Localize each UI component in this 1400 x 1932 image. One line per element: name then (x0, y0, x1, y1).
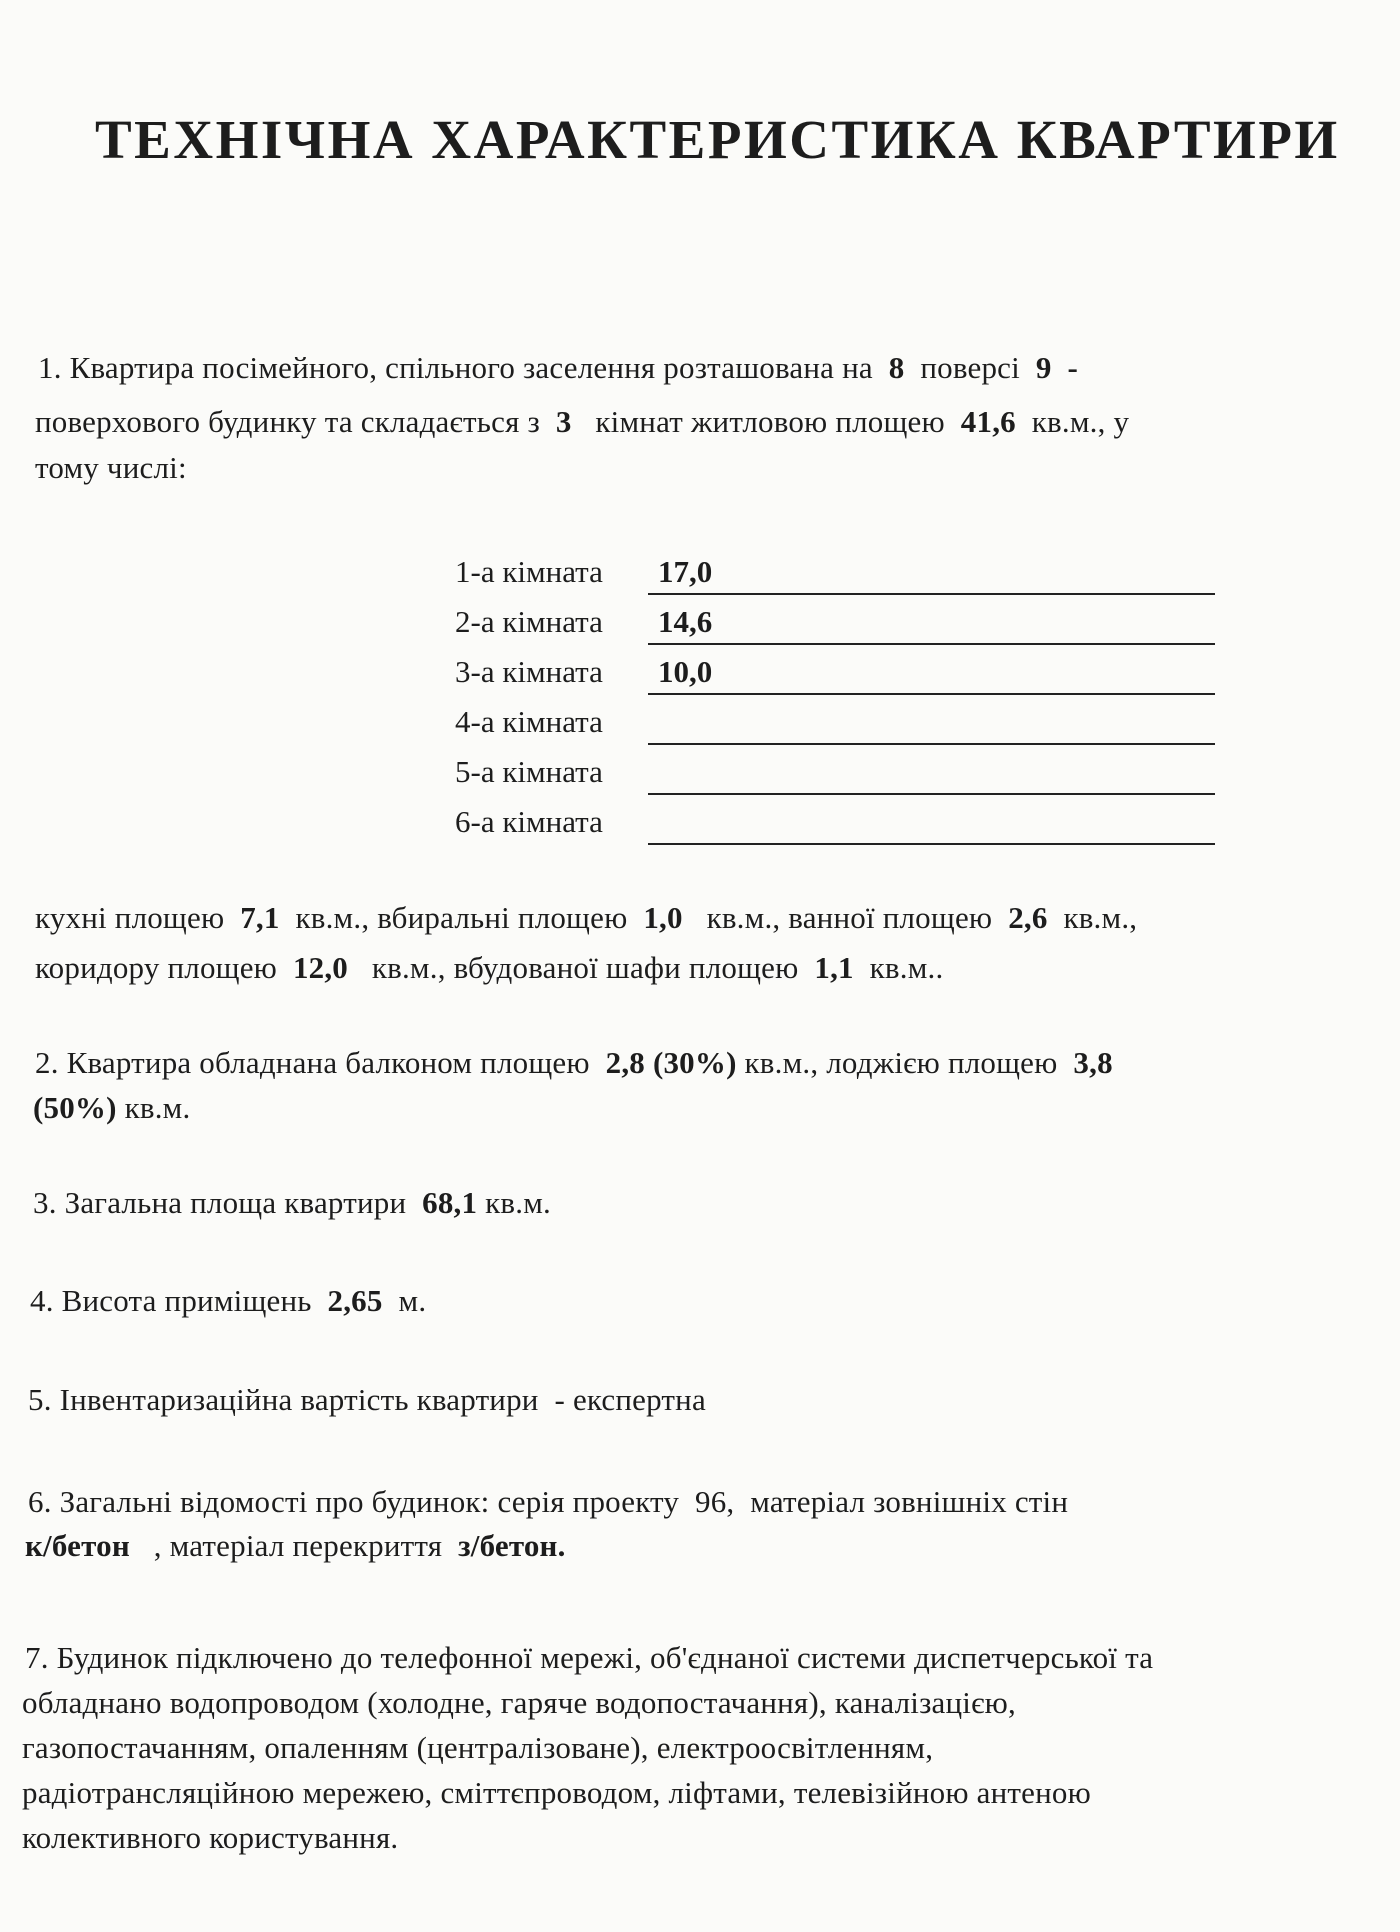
living-area-value: 41,6 (960, 404, 1016, 439)
bath-area-value: 2,6 (1008, 900, 1048, 935)
section-1-line-2: поверхового будинку та складається з 3 кімнат житловою площею 41,6 кв.м., у (35, 404, 1130, 439)
section-4: 4. Висота приміщень 2,65 м. (30, 1283, 427, 1318)
total-area-value: 68,1 (422, 1185, 478, 1220)
ceiling-material-value: з/бетон. (458, 1528, 566, 1563)
section-3: 3. Загальна площа квартири 68,1 кв.м. (33, 1185, 551, 1220)
section-7-line: обладнано водопроводом (холодне, гаряче водопостачання), каналізацією, (22, 1685, 1016, 1720)
section-6-line-2: к/бетон , матеріал перекриття з/бетон. (25, 1528, 566, 1563)
room-row: 3-а кімната 10,0 (455, 650, 1215, 700)
section-6-line-1: 6. Загальні відомості про будинок: серія проекту 96, матеріал зовнішніх стін (28, 1484, 1069, 1519)
aux-areas-line-2: коридору площею 12,0 кв.м., вбудованої шафи площею 1,1 кв.м.. (35, 950, 944, 985)
section-7-line: 7. Будинок підключено до телефонної мережі, об'єднаної системи диспетчерської та (25, 1640, 1154, 1675)
fill-line (648, 793, 1215, 795)
ceiling-height-value: 2,65 (327, 1283, 383, 1318)
fill-line (648, 693, 1215, 695)
loggia-percent-value: (50%) (33, 1090, 117, 1125)
room-row: 1-а кімната 17,0 (455, 550, 1215, 600)
room-row: 2-а кімната 14,6 (455, 600, 1215, 650)
section-7-line: газопостачанням, опаленням (централізоване), електроосвітленням, (22, 1730, 934, 1765)
fill-line (648, 593, 1215, 595)
section-5: 5. Інвентаризаційна вартість квартири - експертна (28, 1382, 706, 1417)
section-2-line-1: 2. Квартира обладнана балконом площею 2,8 (30%) кв.м., лоджією площею 3,8 (35, 1045, 1113, 1080)
document-title: ТЕХНІЧНА ХАРАКТЕРИСТИКА КВАРТИРИ (95, 109, 1340, 170)
section-1-line-1: 1. Квартира посімейного, спільного заселення розташована на 8 поверсі 9 - (38, 350, 1078, 385)
section-1-line-3: тому числі: (35, 450, 187, 485)
fill-line (648, 643, 1215, 645)
fill-line (648, 743, 1215, 745)
section-7-line: колективного користування. (22, 1820, 399, 1855)
section-2-line-2: (50%) кв.м. (33, 1090, 191, 1125)
kitchen-area-value: 7,1 (240, 900, 280, 935)
room-row: 4-а кімната (455, 700, 1215, 750)
corridor-area-value: 12,0 (292, 950, 349, 985)
closet-area-value: 1,1 (814, 950, 854, 985)
inventory-value: - експертна (554, 1382, 706, 1417)
floor-value: 8 (888, 350, 905, 385)
wall-material-value: к/бетон (25, 1528, 130, 1563)
rooms-count-value: 3 (555, 404, 572, 439)
loggia-area-value: 3,8 (1073, 1045, 1113, 1080)
project-series-value: 96, (695, 1484, 735, 1519)
room-row: 5-а кімната (455, 750, 1215, 800)
section-7-line: радіотрансляційною мережею, сміттєпроводом, ліфтами, телевізійною антеною (22, 1775, 1091, 1810)
fill-line (648, 843, 1215, 845)
wc-area-value: 1,0 (643, 900, 683, 935)
aux-areas-line-1: кухні площею 7,1 кв.м., вбиральні площею 1,0 кв.м., ванної площею 2,6 кв.м., (35, 900, 1138, 935)
rooms-list (455, 550, 1215, 850)
floors-value: 9 (1035, 350, 1052, 385)
room-row: 6-а кімната (455, 800, 1215, 850)
balcony-area-value: 2,8 (30%) (605, 1045, 737, 1080)
